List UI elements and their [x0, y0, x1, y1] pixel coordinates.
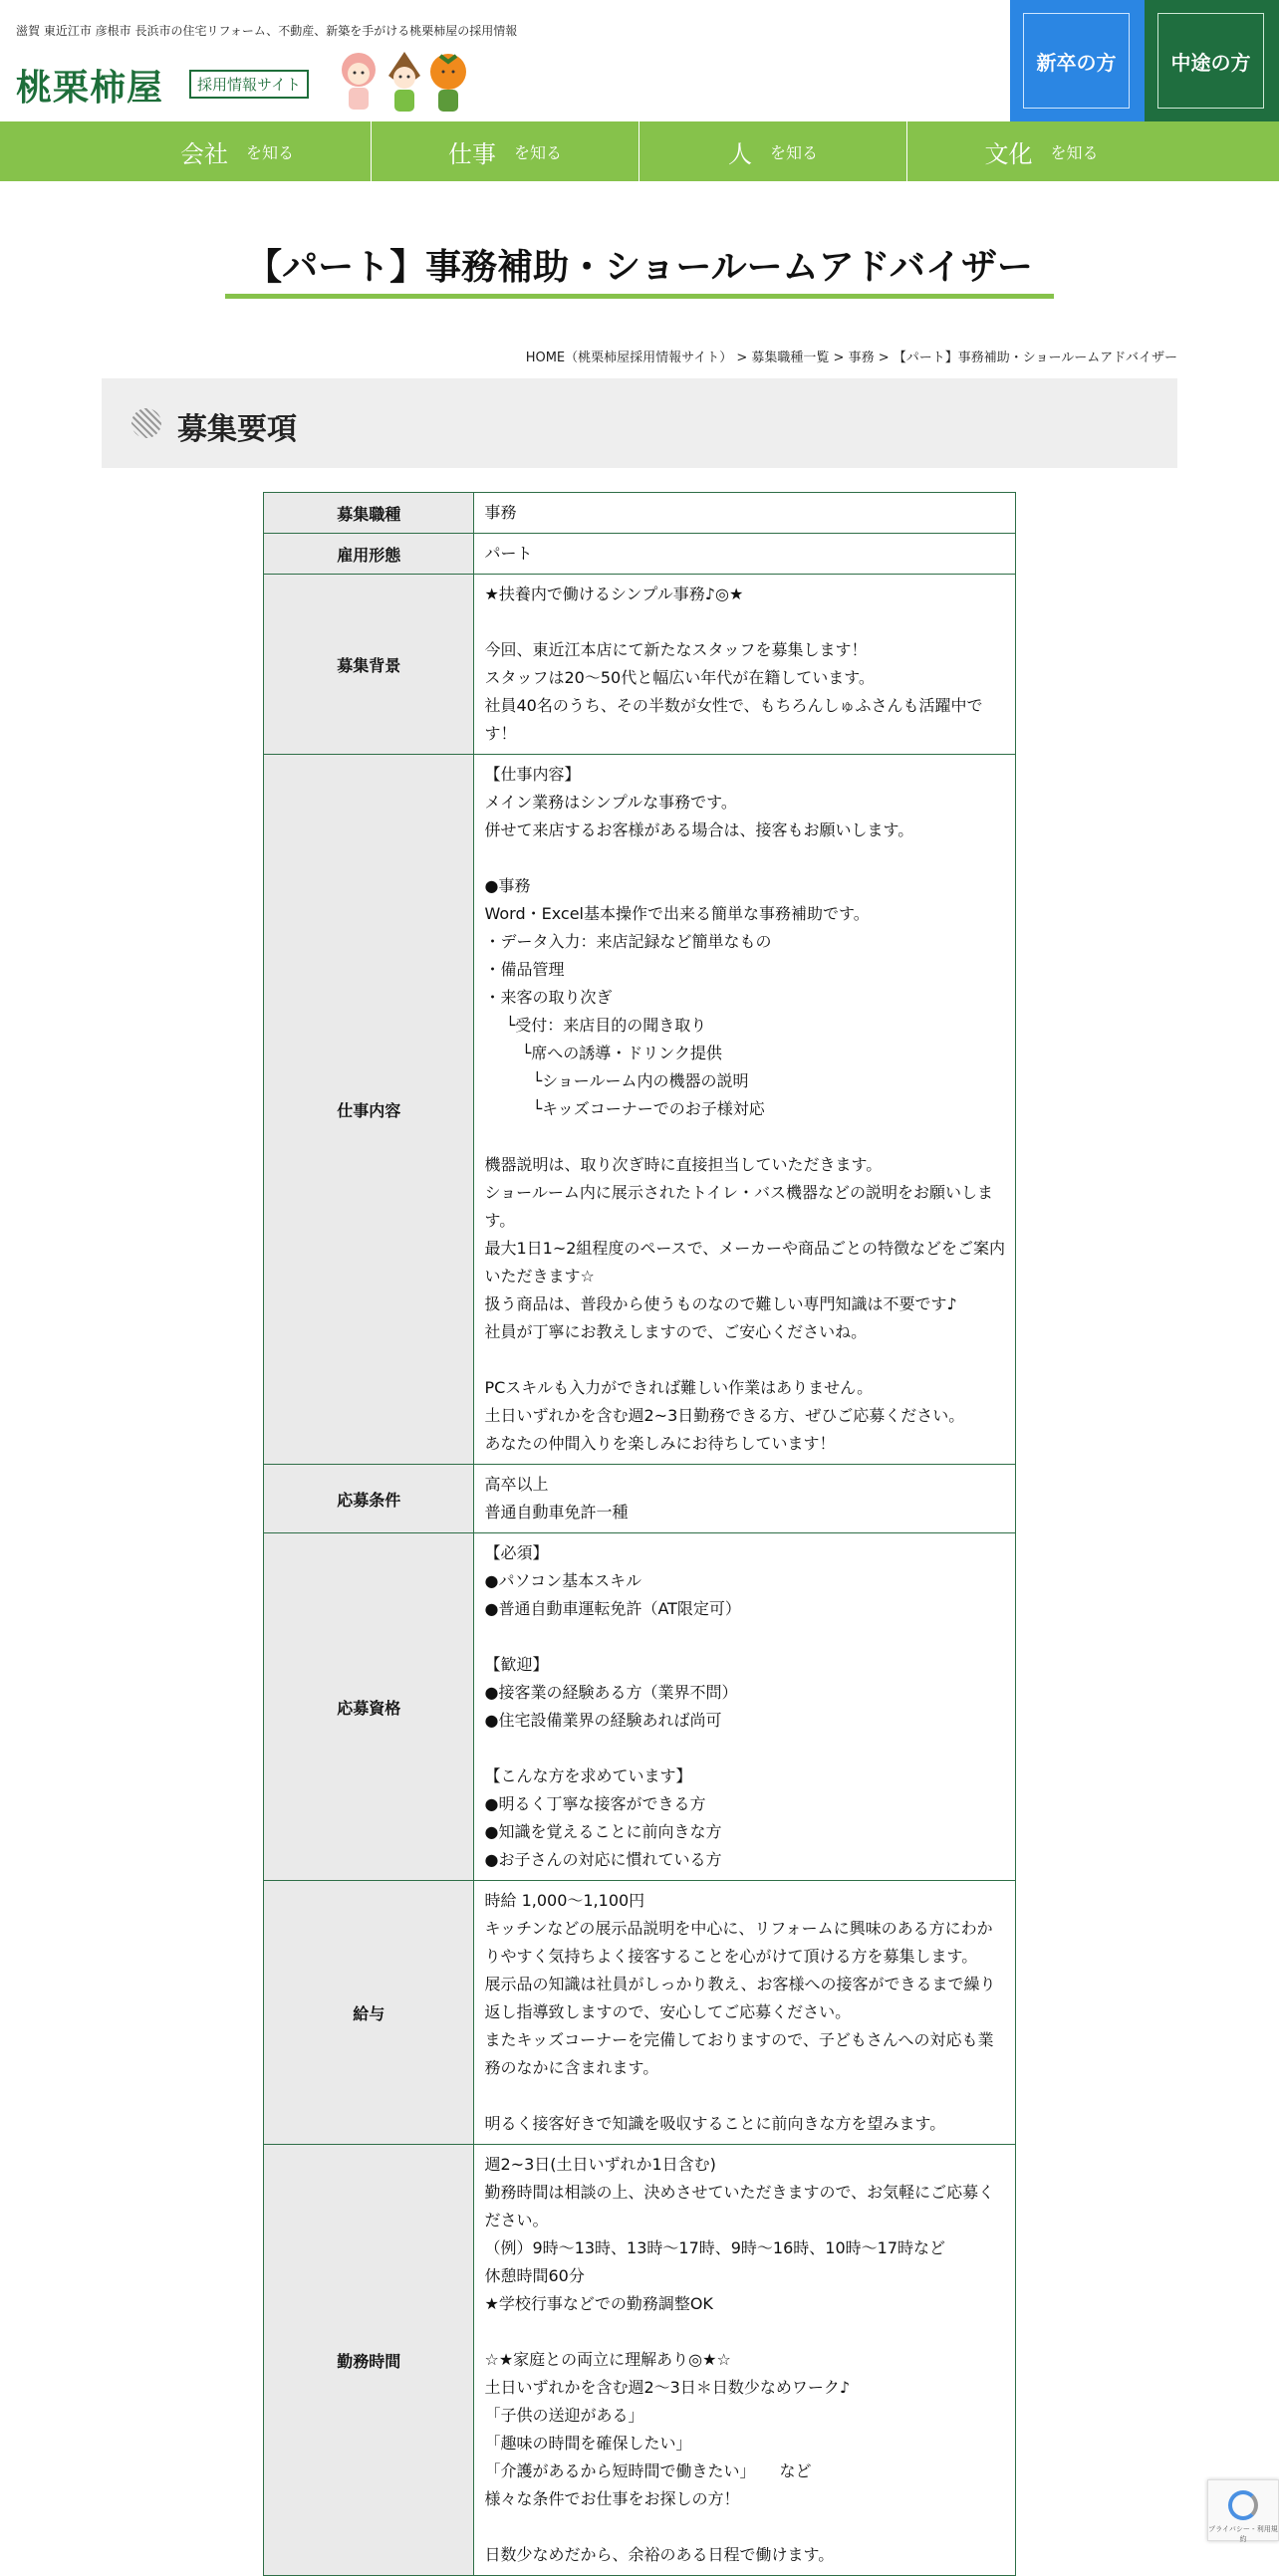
- value-line: す！: [484, 724, 517, 743]
- row-value: [474, 1881, 1016, 2145]
- value-line: └ショールーム内の機器の説明: [484, 1071, 749, 1090]
- recaptcha-icon: [1228, 2490, 1258, 2520]
- table-row: [264, 493, 1016, 534]
- hatched-circle-icon: [131, 408, 161, 438]
- value-line: 土日いずれかを含む週2～3日＊日数少なめワーク♪: [484, 2378, 851, 2397]
- recruit-site-badge: 採用情報サイト: [189, 70, 309, 99]
- value-line: [484, 1346, 1005, 1374]
- value-line: 【必須】: [484, 1543, 549, 1562]
- value-line: [484, 2318, 1005, 2346]
- value-line: ●住宅設備業界の経験あれば尚可: [484, 1711, 722, 1730]
- nav-item-people[interactable]: [640, 121, 907, 181]
- value-line: 最大1日1~2組程度のペースで、メーカーや商品ごとの特徴などをご案内: [484, 1239, 1005, 1258]
- value-line: 【こんな方を求めています】: [484, 1766, 692, 1785]
- value-line: ★学校行事などでの勤務調整OK: [484, 2294, 713, 2313]
- row-label: 応募資格: [264, 1533, 474, 1881]
- value-line: 【仕事内容】: [484, 765, 581, 784]
- value-line: 時給 1,000～1,100円: [484, 1891, 645, 1910]
- breadcrumb-list[interactable]: 募集職種一覧: [751, 351, 830, 365]
- value-line: す。: [484, 1211, 516, 1230]
- value-line: 社員40名のうち、その半数が女性で、もちろんしゅふさんも活躍中で: [484, 696, 983, 715]
- value-line: 「子供の送迎がある」: [484, 2406, 644, 2425]
- value-line: 返し指導致しますので、安心してご応募ください。: [484, 2002, 852, 2021]
- value-line: ★扶養内で働けるシンプル事務♪◎★: [484, 585, 744, 603]
- value-line: [484, 608, 1005, 636]
- breadcrumb: [526, 347, 1177, 365]
- nav-item-sub: を知る: [513, 142, 562, 162]
- value-line: 「趣味の時間を確保したい」: [484, 2434, 692, 2453]
- row-value: [474, 575, 1016, 755]
- value-line: ださい。: [484, 2211, 549, 2229]
- nav-item-culture[interactable]: [907, 121, 1175, 181]
- main-nav: [0, 121, 1279, 181]
- value-line: ●知識を覚えることに前向きな方: [484, 1822, 722, 1841]
- value-line: [484, 2513, 1005, 2541]
- value-line: 扱う商品は、普段から使うものなので難しい専門知識は不要です♪: [484, 1294, 957, 1313]
- value-line: 併せて来店するお客様がある場合は、接客もお願いします。: [484, 820, 914, 839]
- value-line: 高卒以上: [484, 1475, 549, 1494]
- breadcrumb-category[interactable]: 事務: [848, 351, 875, 365]
- value-line: 明るく接客好きで知識を吸収することに前向きな方を望みます。: [484, 2114, 946, 2133]
- row-value: [474, 534, 1016, 575]
- mid-career-button[interactable]: [1145, 0, 1279, 121]
- value-line: 週2~3日(土日いずれか1日含む): [484, 2155, 716, 2174]
- row-label: 仕事内容: [264, 755, 474, 1465]
- value-line: りやすく気持ちよく接客することを心がけて頂ける方を募集します。: [484, 1947, 978, 1966]
- value-line: 【歓迎】: [484, 1655, 549, 1674]
- page-title: 【パート】事務補助・ショールームアドバイザー: [246, 246, 1033, 288]
- value-line: 日数少なめだから、余裕のある日程で働けます。: [484, 2545, 835, 2564]
- section-header: [102, 378, 1177, 468]
- value-line: [484, 1735, 1005, 1762]
- value-line: ●お子さんの対応に慣れている方: [484, 1850, 722, 1869]
- value-line: キッチンなどの展示品説明を中心に、リフォームに興味のある方にわか: [484, 1919, 993, 1938]
- nav-item-sub: を知る: [1050, 142, 1099, 162]
- table-row: [264, 1533, 1016, 1881]
- value-line: 社員が丁寧にお教えしますので、ご安心くださいね。: [484, 1322, 868, 1341]
- value-line: PCスキルも入力ができれば難しい作業はありません。: [484, 1378, 874, 1397]
- section-title: 募集要項: [177, 412, 297, 447]
- value-line: ●明るく丁寧な接客ができる方: [484, 1794, 706, 1813]
- value-line: 休憩時間60分: [484, 2266, 585, 2285]
- nav-item-sub: を知る: [245, 142, 294, 162]
- mid-career-label: 中途の方: [1157, 13, 1264, 109]
- nav-item-sub: を知る: [769, 142, 818, 162]
- new-graduate-label: 新卒の方: [1023, 13, 1130, 109]
- breadcrumb-current: 【パート】事務補助・ショールームアドバイザー: [893, 351, 1177, 365]
- value-line: ●接客業の経験ある方（業界不問）: [484, 1683, 738, 1702]
- value-line: ショールーム内に展示されたトイレ・バス機器などの説明をお願いしま: [484, 1183, 994, 1202]
- value-line: [484, 1623, 1005, 1651]
- value-line: 事務: [484, 503, 517, 522]
- row-value: [474, 2145, 1016, 2576]
- table-row: [264, 1881, 1016, 2145]
- breadcrumb-separator: >: [874, 351, 894, 365]
- value-line: ●普通自動車運転免許（AT限定可）: [484, 1599, 741, 1618]
- table-row: [264, 575, 1016, 755]
- nav-item-label: 人: [727, 139, 752, 168]
- value-line: ・来客の取り次ぎ: [484, 988, 613, 1007]
- row-label: 給与: [264, 1881, 474, 2145]
- site-tagline: 滋賀 東近江市 彦根市 長浜市の住宅リフォーム、不動産、新築を手がける桃栗柿屋の採用情報: [16, 24, 518, 38]
- value-line: またキッズコーナーを完備しておりますので、子どもさんへの対応も業: [484, 2030, 994, 2049]
- value-line: メイン業務はシンプルな事務です。: [484, 793, 737, 812]
- site-header: [0, 0, 1279, 121]
- recaptcha-badge[interactable]: [1207, 2479, 1279, 2541]
- value-line: └受付：来店目的の聞き取り: [484, 1016, 707, 1035]
- value-line: Word・Excel基本操作で出来る簡単な事務補助です。: [484, 904, 870, 923]
- nav-item-label: 文化: [984, 139, 1033, 168]
- value-line: ●事務: [484, 876, 531, 895]
- row-value: [474, 755, 1016, 1465]
- value-line: スタッフは20〜50代と幅広い年代が在籍しています。: [484, 668, 875, 687]
- value-line: 普通自動車免許一種: [484, 1503, 629, 1522]
- row-label: 雇用形態: [264, 534, 474, 575]
- table-row: [264, 1465, 1016, 1533]
- value-line: 展示品の知識は社員がしっかり教え、お客様への接客ができるまで繰り: [484, 1975, 996, 1993]
- recaptcha-text: プライバシー - 利用規約: [1208, 2525, 1278, 2543]
- value-line: [484, 1123, 1005, 1151]
- row-value: [474, 1465, 1016, 1533]
- nav-item-company[interactable]: [104, 121, 372, 181]
- row-label: 応募条件: [264, 1465, 474, 1533]
- mascot-illustration: [337, 50, 472, 116]
- job-requirements-table: [263, 492, 1016, 2576]
- value-line: 様々な条件でお仕事をお探しの方！: [484, 2489, 740, 2508]
- value-line: 今回、東近江本店にて新たなスタッフを募集します！: [484, 640, 868, 659]
- site-logo[interactable]: 桃栗柿屋: [16, 67, 164, 109]
- breadcrumb-home[interactable]: HOME（桃栗柿屋採用情報サイト）: [525, 351, 733, 365]
- value-line: └席への誘導・ドリンク提供: [484, 1044, 722, 1062]
- table-row: [264, 2145, 1016, 2576]
- title-underline: [225, 294, 1054, 299]
- table-row: [264, 534, 1016, 575]
- value-line: └キッズコーナーでのお子様対応: [484, 1099, 765, 1118]
- row-label: 勤務時間: [264, 2145, 474, 2576]
- value-line: ・備品管理: [484, 960, 565, 979]
- row-value: [474, 493, 1016, 534]
- table-row: [264, 755, 1016, 1465]
- value-line: 土日いずれかを含む週2~3日勤務できる方、ぜひご応募ください。: [484, 1406, 965, 1425]
- value-line: 勤務時間は相談の上、決めさせていただきますので、お気軽にご応募く: [484, 2183, 995, 2202]
- row-label: 募集職種: [264, 493, 474, 534]
- job-table-body: [264, 493, 1016, 2576]
- value-line: ●パソコン基本スキル: [484, 1571, 641, 1590]
- value-line: [484, 2082, 1005, 2110]
- nav-item-work[interactable]: [372, 121, 640, 181]
- nav-item-label: 仕事: [447, 139, 496, 168]
- value-line: パート: [484, 544, 533, 563]
- value-line: 務のなかに含まれます。: [484, 2058, 659, 2077]
- value-line: [484, 844, 1005, 872]
- breadcrumb-separator: >: [829, 351, 849, 365]
- value-line: あなたの仲間入りを楽しみにお待ちしています！: [484, 1434, 836, 1453]
- value-line: 「介護があるから短時間で働きたい」 など: [484, 2461, 812, 2480]
- new-graduate-button[interactable]: [1010, 0, 1145, 121]
- value-line: 機器説明は、取り次ぎ時に直接担当していただきます。: [484, 1155, 883, 1174]
- row-value: [474, 1533, 1016, 1881]
- value-line: （例）9時～13時、13時～17時、9時～16時、10時～17時など: [484, 2238, 946, 2257]
- value-line: いただきます☆: [484, 1267, 595, 1286]
- value-line: ☆★家庭との両立に理解あり◎★☆: [484, 2350, 731, 2369]
- value-line: ・データ入力：来店記録など簡単なもの: [484, 932, 772, 951]
- row-label: 募集背景: [264, 575, 474, 755]
- nav-item-label: 会社: [179, 139, 228, 168]
- breadcrumb-separator: >: [732, 351, 752, 365]
